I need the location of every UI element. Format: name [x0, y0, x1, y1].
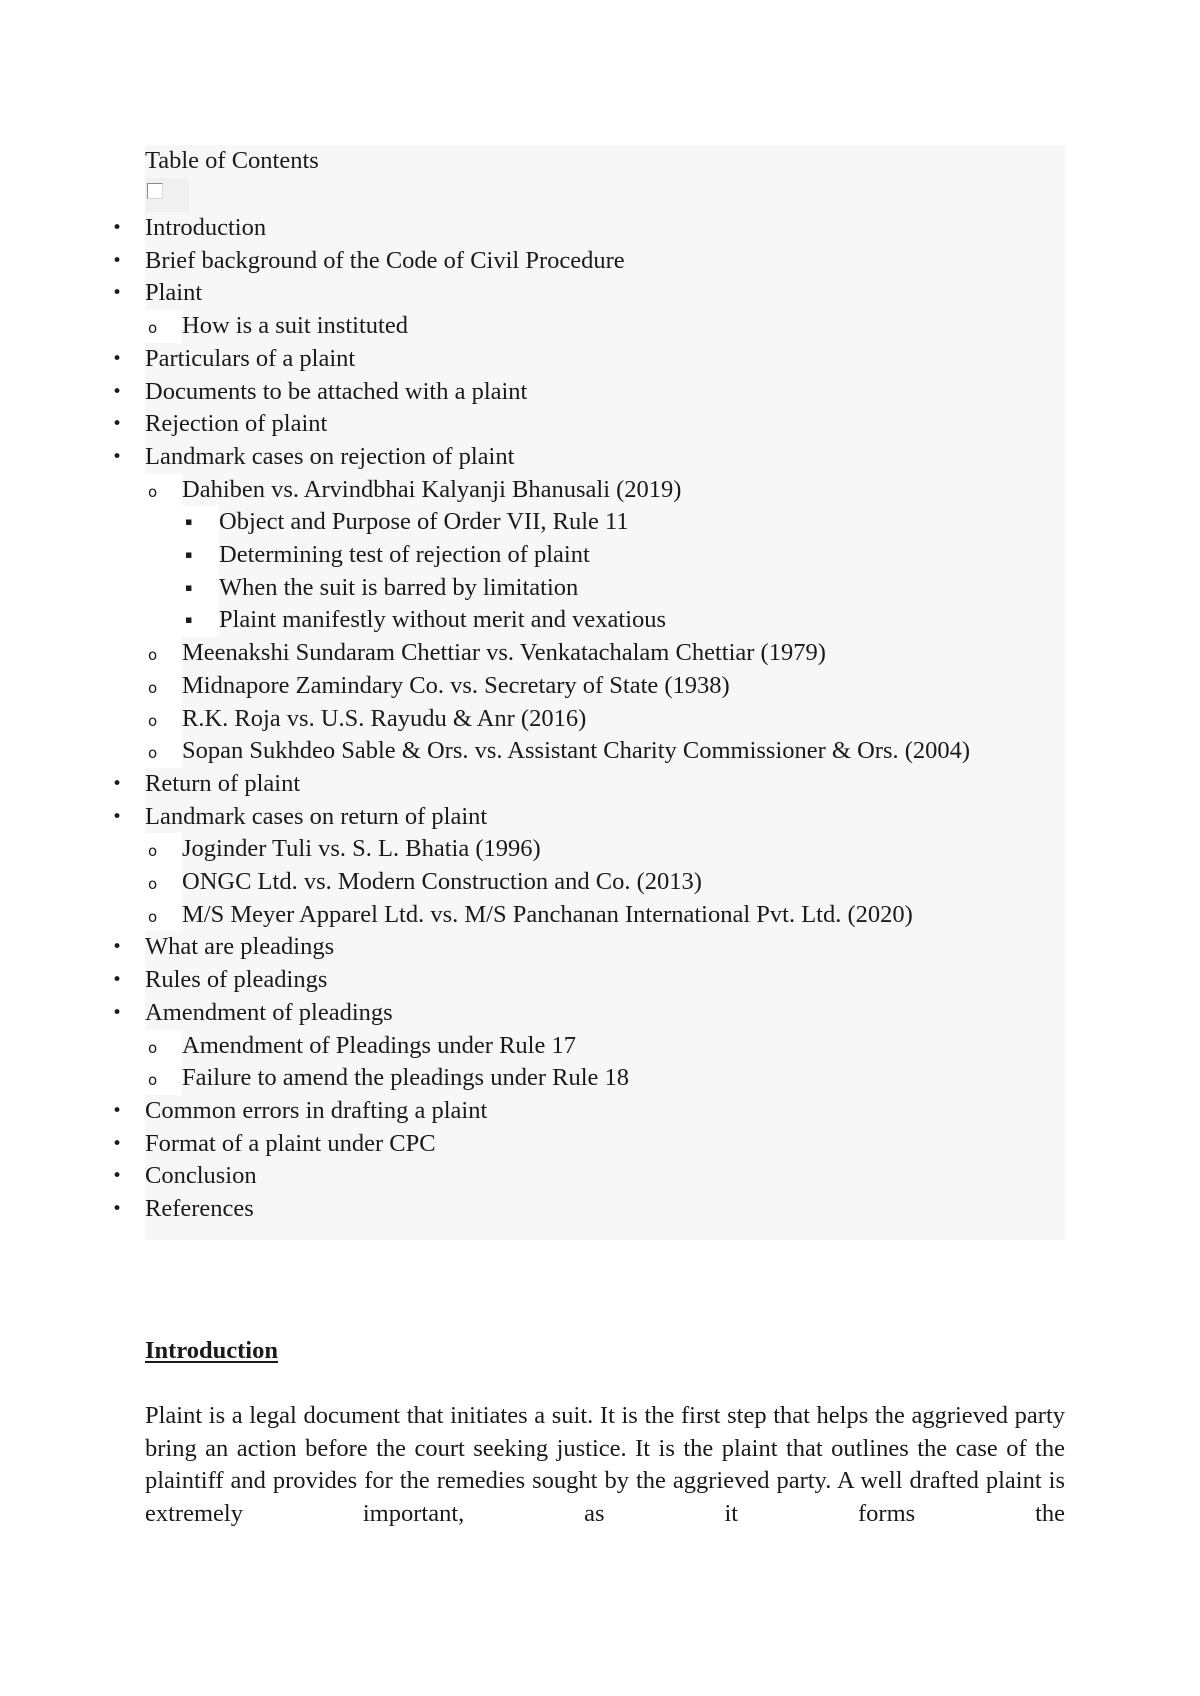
toc-item-link[interactable]: Plaint manifestly without merit and vexatious [219, 604, 1065, 637]
toc-item-link[interactable]: Sopan Sukhdeo Sable & Ors. vs. Assistant Charity Commissioner & Ors. (2004) [182, 735, 1065, 768]
toc-item[interactable] [108, 310, 1065, 343]
bullet-icon: o [148, 842, 158, 861]
toc-item[interactable] [108, 245, 1065, 278]
bullet-icon: • [112, 937, 123, 958]
toc-item-link[interactable]: Rules of pleadings [145, 964, 1065, 997]
toc-item-link[interactable]: Object and Purpose of Order VII, Rule 11 [219, 506, 1065, 539]
toc-item[interactable] [108, 376, 1065, 409]
checkbox-icon[interactable] [147, 183, 163, 199]
toc-item-link[interactable]: M/S Meyer Apparel Ltd. vs. M/S Panchanan International Pvt. Ltd. (2020) [182, 899, 1065, 932]
bullet-icon: • [112, 381, 123, 402]
bullet-icon: o [148, 482, 158, 501]
toc-item[interactable] [108, 1062, 1065, 1095]
toc-item-link[interactable]: Failure to amend the pleadings under Rule 18 [182, 1062, 1065, 1095]
toc-item[interactable] [108, 343, 1065, 376]
toc-item-link[interactable]: Common errors in drafting a plaint [145, 1095, 1065, 1128]
toc-item[interactable] [108, 735, 1065, 768]
toc-item-link[interactable]: References [145, 1193, 1065, 1226]
toc-title: Table of Contents [145, 147, 319, 174]
toc-item[interactable] [108, 474, 1065, 507]
toc-item[interactable] [108, 539, 1065, 572]
toc-item[interactable] [108, 1193, 1065, 1226]
bullet-icon: ▪ [185, 580, 193, 594]
toc-item[interactable] [108, 964, 1065, 997]
toc-list [108, 212, 1065, 1226]
toc-item[interactable] [108, 637, 1065, 670]
toc-item-link[interactable]: Particulars of a plaint [145, 343, 1065, 376]
bullet-icon: • [112, 806, 123, 827]
toc-item[interactable] [108, 833, 1065, 866]
bullet-icon: • [112, 1133, 123, 1154]
bullet-icon: • [112, 1199, 123, 1220]
bullet-icon: ▪ [185, 548, 193, 562]
toc-item-link[interactable]: How is a suit instituted [182, 310, 1065, 343]
toc-item-link[interactable]: Determining test of rejection of plaint [219, 539, 1065, 572]
toc-item-link[interactable]: Return of plaint [145, 768, 1065, 801]
toc-item-link[interactable]: Rejection of plaint [145, 408, 1065, 441]
toc-item[interactable] [108, 572, 1065, 605]
bullet-icon: o [148, 907, 158, 926]
toc-toggle[interactable] [145, 178, 1065, 212]
toc-item-link[interactable]: Amendment of pleadings [145, 997, 1065, 1030]
introduction-paragraph: Plaint is a legal document that initiates a suit. It is the first step that helps the aggrieved party bring an action before the court seeking justice. It is the plaint that outlines the case of the plaintiff and provides for the remedies sought by the aggrieved party. A well drafted plaint is extremely important, as it forms the [145, 1402, 1065, 1528]
bullet-icon: o [148, 711, 158, 730]
toc-item-link[interactable]: Format of a plaint under CPC [145, 1128, 1065, 1161]
toc-header [145, 145, 1065, 212]
toc-item-link[interactable]: ONGC Ltd. vs. Modern Construction and Co. (2013) [182, 866, 1065, 899]
bullet-icon: o [148, 319, 158, 338]
bullet-icon: ▪ [185, 515, 193, 529]
toc-item[interactable] [108, 997, 1065, 1030]
bullet-icon: • [112, 414, 123, 435]
bullet-icon: • [112, 1100, 123, 1121]
toc-item-link[interactable]: Brief background of the Code of Civil Procedure [145, 245, 1065, 278]
toc-item-link[interactable]: When the suit is barred by limitation [219, 572, 1065, 605]
toc-item[interactable] [108, 277, 1065, 310]
toc-item-link[interactable]: Introduction [145, 212, 1065, 245]
section-heading-introduction: Introduction [145, 1337, 278, 1364]
bullet-icon: o [148, 1071, 158, 1090]
toc-item-link[interactable]: Conclusion [145, 1160, 1065, 1193]
bullet-icon: • [112, 250, 123, 271]
toc-item-link[interactable]: R.K. Roja vs. U.S. Rayudu & Anr (2016) [182, 703, 1065, 736]
bullet-icon: o [148, 678, 158, 697]
bullet-icon: • [112, 446, 123, 467]
toc-item[interactable] [108, 931, 1065, 964]
bullet-icon: • [112, 1166, 123, 1187]
toc-item[interactable] [108, 768, 1065, 801]
bullet-icon: ▪ [185, 613, 193, 627]
toc-item-link[interactable]: Meenakshi Sundaram Chettiar vs. Venkatachalam Chettiar (1979) [182, 637, 1065, 670]
toc-item[interactable] [108, 703, 1065, 736]
toc-item[interactable] [108, 801, 1065, 834]
toc-item[interactable] [108, 670, 1065, 703]
bullet-icon: • [112, 970, 123, 991]
bullet-icon: • [112, 1002, 123, 1023]
toc-item-link[interactable]: Plaint [145, 277, 1065, 310]
toc-item[interactable] [108, 212, 1065, 245]
bullet-icon: o [148, 1038, 158, 1057]
toc-item-link[interactable]: Amendment of Pleadings under Rule 17 [182, 1030, 1065, 1063]
toc-item[interactable] [108, 441, 1065, 474]
bullet-icon: • [112, 283, 123, 304]
toc-item[interactable] [108, 1095, 1065, 1128]
bullet-icon: o [148, 646, 158, 665]
toc-item[interactable] [108, 408, 1065, 441]
toc-item[interactable] [108, 604, 1065, 637]
toc-item-link[interactable]: Midnapore Zamindary Co. vs. Secretary of State (1938) [182, 670, 1065, 703]
bullet-icon: • [112, 348, 123, 369]
toc-item-link[interactable]: Documents to be attached with a plaint [145, 376, 1065, 409]
table-of-contents [108, 145, 1065, 1240]
toc-item[interactable] [108, 899, 1065, 932]
bullet-icon: • [112, 773, 123, 794]
toc-item-link[interactable]: What are pleadings [145, 931, 1065, 964]
toc-item-link[interactable]: Landmark cases on return of plaint [145, 801, 1065, 834]
bullet-icon: • [112, 218, 123, 238]
toc-item[interactable] [108, 1030, 1065, 1063]
toc-item-link[interactable]: Landmark cases on rejection of plaint [145, 441, 1065, 474]
toc-item[interactable] [108, 506, 1065, 539]
toc-footer-spacer [145, 1226, 1065, 1240]
toc-item-link[interactable]: Joginder Tuli vs. S. L. Bhatia (1996) [182, 833, 1065, 866]
bullet-icon: o [148, 744, 158, 763]
toc-item[interactable] [108, 866, 1065, 899]
bullet-icon: o [148, 875, 158, 894]
toc-item[interactable] [108, 1128, 1065, 1161]
toc-item-link[interactable]: Dahiben vs. Arvindbhai Kalyanji Bhanusali (2019) [182, 474, 1065, 507]
toc-item[interactable] [108, 1160, 1065, 1193]
